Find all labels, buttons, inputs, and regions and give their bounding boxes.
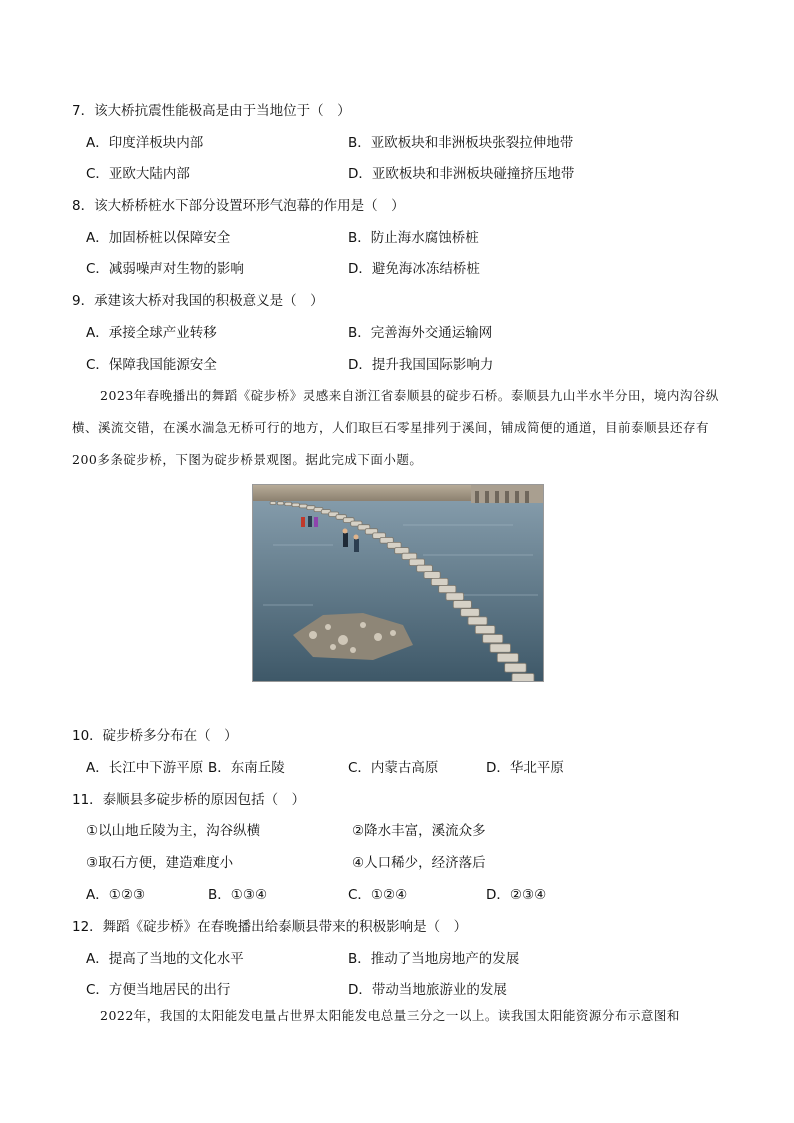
stepping-stone: [505, 663, 527, 672]
stepping-stone: [468, 617, 487, 625]
question-7-stem: 7．该大桥抗震性能极高是由于当地位于（ ）: [72, 103, 351, 119]
question-11-option-b: B．①③④: [208, 887, 268, 903]
question-8-option-d: D．避免海冰冻结桥桩: [348, 261, 480, 277]
stepping-stone: [439, 586, 456, 593]
question-11-option-c: C．①②④: [348, 887, 408, 903]
question-12-stem: 12．舞蹈《碇步桥》在春晚播出给泰顺县带来的积极影响是（ ）: [72, 919, 468, 935]
question-12-option-d: D．带动当地旅游业的发展: [348, 982, 507, 998]
question-11-stem: 11．泰顺县多碇步桥的原因包括（ ）: [72, 792, 306, 808]
question-10-option-c: C．内蒙古高原: [348, 760, 439, 776]
question-12-option-b: B．推动了当地房地产的发展: [348, 951, 520, 967]
stepping-stone: [446, 593, 464, 600]
question-7-option-c: C．亚欧大陆内部: [86, 166, 190, 182]
passage-solar-energy: 2022年，我国的太阳能发电量占世界太阳能发电总量三分之一以上。读我国太阳能资源分布示意图和: [100, 1008, 680, 1023]
stepping-stone: [292, 503, 300, 507]
stepping-stone: [424, 572, 440, 579]
stepping-stone: [461, 609, 480, 617]
stepping-stone: [285, 502, 292, 505]
stepping-stone: [409, 559, 424, 566]
question-10-stem: 10．碇步桥多分布在（ ）: [72, 728, 238, 744]
question-8-option-c: C．减弱噪声对生物的影响: [86, 261, 244, 277]
question-9-option-c: C．保障我国能源安全: [86, 357, 217, 373]
question-11-statement-4: ④人口稀少，经济落后: [352, 855, 486, 871]
question-7-option-d: D．亚欧板块和非洲板块碰撞挤压地带: [348, 166, 575, 182]
question-12-option-c: C．方便当地居民的出行: [86, 982, 231, 998]
question-11-statement-2: ②降水丰富，溪流众多: [352, 823, 486, 839]
passage-stepping-stone-bridge: 2023年春晚播出的舞蹈《碇步桥》灵感来自浙江省泰顺县的碇步石桥。泰顺县九山半水半分田，境内沟谷纵横、溪流交错，在溪水湍急无桥可行的地方，人们取巨石零星排列于溪间，铺成简便的通道，目前泰顺县还存有200多条碇步桥，下图为碇步桥景观图。据此完成下面小题。: [72, 388, 719, 467]
question-9-option-a: A．承接全球产业转移: [86, 325, 217, 341]
question-11-statement-1: ①以山地丘陵为主，沟谷纵横: [86, 823, 261, 839]
stepping-stone: [512, 674, 534, 682]
stepping-stone-bridge-illustration: [253, 485, 543, 681]
question-7-option-b: B．亚欧板块和非洲板块张裂拉伸地带: [348, 135, 574, 151]
stepping-stone: [395, 548, 409, 554]
stepping-stone: [490, 644, 511, 653]
stepping-stone-bridge-photo: [252, 484, 544, 682]
question-11-option-d: D．②③④: [486, 887, 547, 903]
question-8-option-a: A．加固桥桩以保障安全: [86, 230, 231, 246]
stepping-stone: [497, 653, 518, 662]
question-12-option-a: A．提高了当地的文化水平: [86, 951, 244, 967]
question-11-option-a: A．①②③: [86, 887, 146, 903]
question-8-stem: 8．该大桥桥桩水下部分设置环形气泡幕的作用是（ ）: [72, 198, 405, 214]
question-9-option-b: B．完善海外交通运输网: [348, 325, 493, 341]
stepping-stone: [431, 578, 448, 585]
stepping-stone: [402, 553, 417, 559]
question-9-stem: 9．承建该大桥对我国的积极意义是（ ）: [72, 293, 324, 309]
question-9-option-d: D．提升我国国际影响力: [348, 357, 494, 373]
question-10-option-b: B．东南丘陵: [208, 760, 285, 776]
stepping-stone: [277, 502, 284, 505]
question-8-option-b: B．防止海水腐蚀桥桩: [348, 230, 479, 246]
stepping-stone: [417, 565, 433, 572]
stepping-stone: [299, 504, 307, 508]
question-10-option-d: D．华北平原: [486, 760, 564, 776]
question-7-option-a: A．印度洋板块内部: [86, 135, 204, 151]
stepping-stone: [270, 502, 276, 505]
stepping-stone: [475, 626, 495, 634]
stepping-stone: [483, 635, 503, 643]
stepping-stone: [453, 601, 471, 609]
question-11-statement-3: ③取石方便，建造难度小: [86, 855, 234, 871]
question-10-option-a: A．长江中下游平原: [86, 760, 204, 776]
